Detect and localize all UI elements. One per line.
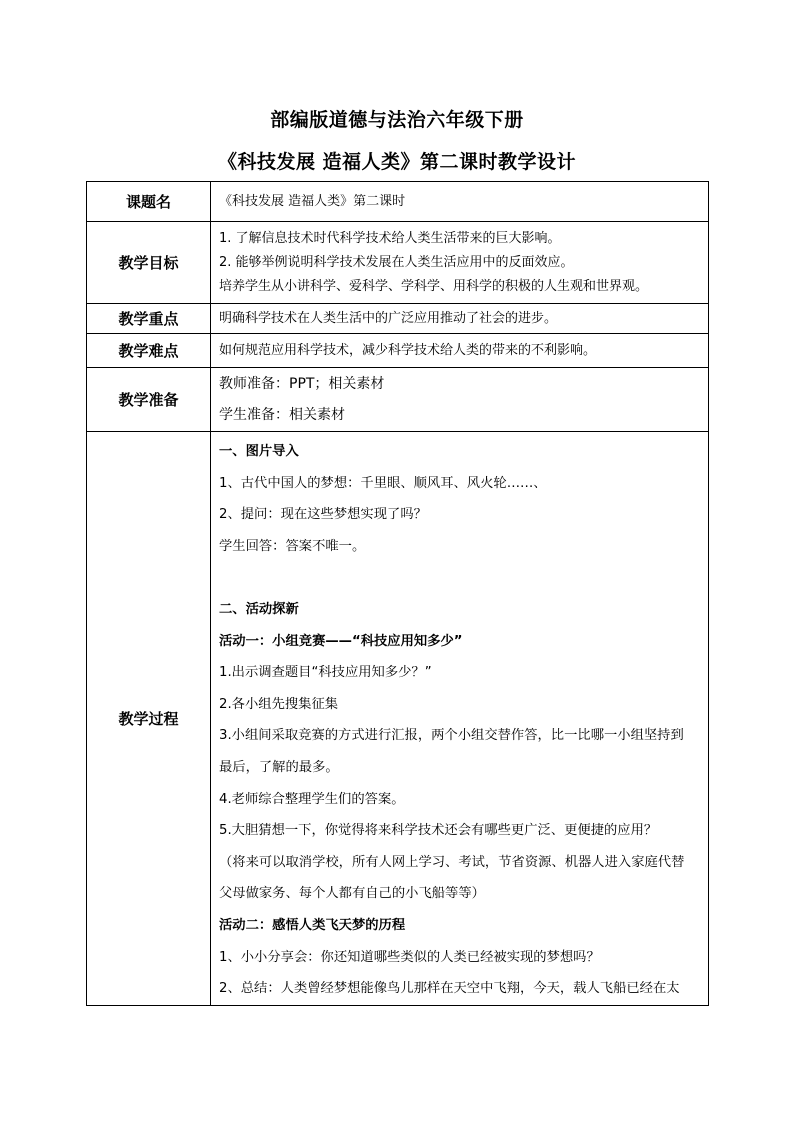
process-heading: 二、活动探新 [219, 601, 299, 617]
goal-line: 培养学生从小讲科学、爱科学、学科学、用科学的积极的人生观和世界观。 [219, 278, 649, 294]
table-row-name [87, 182, 709, 222]
process-line: 5.大胆猜想一下，你觉得将来科学技术还会有哪些更广泛、更便捷的应用？ [219, 823, 658, 839]
process-line: 2、总结：人类曾经梦想能像鸟儿那样在天空中飞翔，今天，载人飞船已经在太 [219, 981, 680, 997]
process-blank-line [219, 562, 702, 594]
goal-line: 1. 了解信息技术时代科学技术给人类生活带来的巨大影响。 [219, 230, 561, 246]
label-goals: 教学目标 [87, 222, 211, 304]
document-title: 部编版道德与法治六年级下册 [270, 109, 524, 131]
label-difficulty: 教学难点 [87, 334, 211, 368]
table-row-preparation [87, 368, 709, 432]
process-line: 1、小小分享会：你还知道哪些类似的人类已经被实现的梦想吗？ [219, 949, 600, 965]
process-line: 2.各小组先搜集征集 [219, 696, 339, 712]
process-line: 学生回答：答案不唯一。 [219, 538, 366, 554]
activity-heading: 活动一：小组竞赛——“科技应用知多少” [219, 633, 463, 649]
label-lesson-name: 课题名 [87, 182, 211, 222]
process-line: （将来可以取消学校，所有人网上学习、考试，节省资源、机器人进入家庭代替 [219, 854, 685, 870]
process-line: 最后，了解的最多。 [219, 759, 339, 775]
table-row-process [87, 432, 709, 1006]
key-points-text: 明确科学技术在人类生活中的广泛应用推动了社会的进步。 [219, 310, 558, 326]
table-row-key-points [87, 304, 709, 334]
document-subtitle: 《科技发展 造福人类》第二课时教学设计 [217, 151, 577, 173]
process-line: 1、古代中国人的梦想：千里眼、顺风耳、风火轮……、 [219, 475, 547, 491]
value-process [211, 432, 709, 1006]
value-key-points [211, 304, 709, 334]
preparation-line: 教师准备：PPT；相关素材 [219, 375, 385, 392]
table-row-difficulty [87, 334, 709, 368]
label-process: 教学过程 [87, 432, 211, 1006]
process-line: 3.小组间采取竞赛的方式进行汇报，两个小组交替作答，比一比哪一小组坚持到 [219, 728, 684, 744]
value-difficulty [211, 334, 709, 368]
process-line: 1.出示调查题目“科技应用知多少？” [219, 665, 432, 681]
lesson-name-text: 《科技发展 造福人类》第二课时 [219, 193, 406, 209]
lesson-plan-table [86, 181, 709, 1006]
process-heading: 一、图片导入 [219, 444, 299, 459]
value-goals [211, 222, 709, 304]
value-lesson-name [211, 182, 709, 222]
process-line: 4.老师综合整理学生们的答案。 [219, 791, 405, 807]
difficulty-text: 如何规范应用科学技术，减少科学技术给人类的带来的不利影响。 [219, 342, 597, 358]
label-key-points: 教学重点 [87, 304, 211, 334]
process-line: 2、提问：现在这些梦想实现了吗？ [219, 507, 427, 523]
value-preparation [211, 368, 709, 432]
activity-heading: 活动二：感悟人类飞天梦的历程 [219, 917, 406, 933]
goal-line: 2. 能够举例说明科学技术发展在人类生活应用中的反面效应。 [219, 254, 574, 270]
process-line: 父母做家务、每个人都有自己的小飞船等等） [219, 886, 485, 902]
preparation-line: 学生准备：相关素材 [219, 406, 345, 423]
label-preparation: 教学准备 [87, 368, 211, 432]
table-row-goals [87, 222, 709, 304]
